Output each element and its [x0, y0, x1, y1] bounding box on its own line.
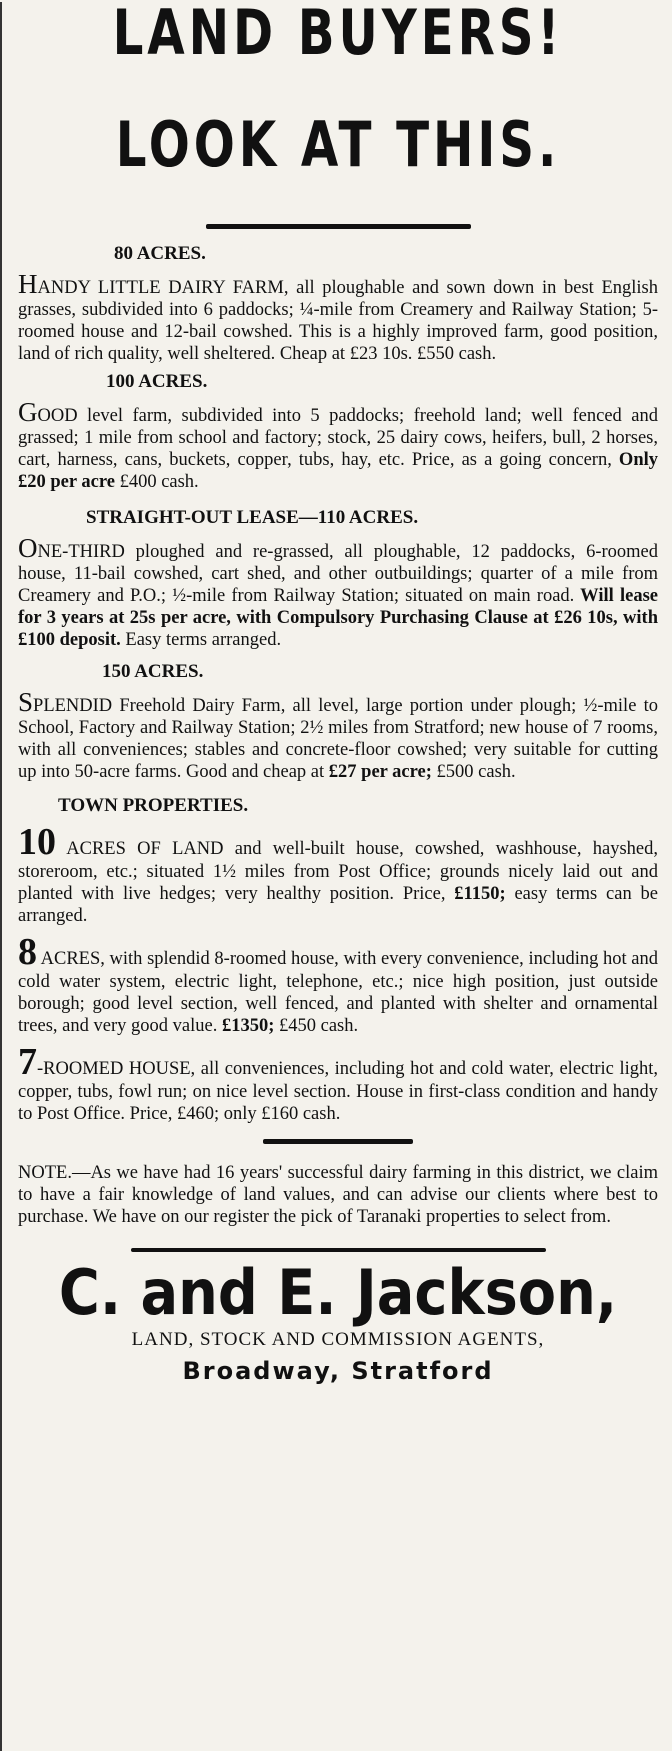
listing-heading: 150 ACRES. [102, 661, 204, 682]
drop-cap: 10 [18, 821, 56, 863]
firm-description: LAND, STOCK AND COMMISSION AGENTS, [131, 1329, 545, 1351]
advertisement [0, 2, 672, 1751]
listing-text: OOD level farm, subdivided into 5 paddocks; freehold land; well fenced and grassed; 1 mile from school and factory; stock, 25 dairy cows, heifers, bull, 2 horses, cart, harness, cans, buckets, copper, tubs, hay, etc. Price, as a going concern, [18, 406, 658, 470]
firm-address: Broadway, Stratford [182, 1357, 494, 1386]
drop-cap: O [18, 533, 38, 563]
town-price: £1150; [445, 884, 506, 904]
listing-heading: STRAIGHT-OUT LEASE—110 ACRES. [86, 507, 419, 528]
town-terms: easy terms can be arranged. [18, 884, 658, 926]
listing-text: PLENDID Freehold Dairy Farm, all level, large portion under plough; ½-mile to School, Factory and Railway Station; 2½ miles from Stratford; new house of 7 rooms, with all conveniences; stables and concrete-floor cowshed; very suitable for cutting up into 50-acre farms. Good and cheap at [18, 696, 658, 782]
listing-price: £27 per acre; [324, 762, 432, 782]
listing-text: ANDY LITTLE DAIRY FARM, all ploughable and sown down in best English grasses, subdivided into 6 paddocks; ¼-mile from Creamery and Railway Station; 5-roomed house and 12-bail cowshed. This is a highly improved farm, good position, land of rich quality, well sheltered. Cheap at £23 10s. £550 cash. [18, 278, 658, 364]
divider-rule [206, 224, 471, 229]
headline-look-at-this: LOOK AT THIS. [115, 108, 561, 181]
listing-price: Only £20 per acre [18, 450, 658, 492]
drop-cap: 8 [18, 931, 37, 973]
firm-name: C. and E. Jackson, [58, 1256, 618, 1329]
town-heading: TOWN PROPERTIES. [58, 795, 249, 816]
listing-heading: 80 ACRES. [114, 243, 206, 264]
note-paragraph: NOTE.—As we have had 16 years' successful dairy farming in this district, we claim to have a fair knowledge of land values, and can advise our clients where best to purchase. We have on our register the pick of Taranaki properties to select from. [18, 1163, 658, 1227]
town-item [18, 933, 658, 1037]
divider-rule [263, 1139, 413, 1144]
town-price: £1350; [217, 1016, 275, 1036]
drop-cap: S [18, 687, 34, 717]
listing-terms: £500 cash. [431, 762, 516, 782]
listing-heading: 100 ACRES. [106, 371, 208, 392]
listing-terms: Easy terms arranged. [120, 630, 282, 650]
headline-land-buyers: LAND BUYERS! [112, 0, 564, 69]
drop-cap: 7 [18, 1041, 37, 1083]
listing-body [18, 399, 658, 493]
town-text: -ROOMED HOUSE, all conveniences, including hot and cold water, electric light, copper, tubs, fowl run; on nice level section. House in first-class condition and handy to Post Office. Price, £460; only £160 cash. [18, 1059, 658, 1124]
town-text: ACRES OF LAND and well-built house, cowshed, washhouse, hayshed, storeroom, etc.; situated 1½ miles from Post Office; grounds nicely laid out and planted with live hedges; very healthy position. Price, [18, 839, 658, 904]
listing-body [18, 689, 658, 783]
divider-rule [131, 1248, 546, 1252]
listing-text: NE-THIRD ploughed and re-grassed, all ploughable, 12 paddocks, 6-roomed house, 11-bail cowshed, cart shed, and other outbuildings; quarter of a mile from Creamery and P.O.; ½-mile from Railway Station; situated on main road. [18, 542, 658, 606]
listing-body [18, 271, 658, 365]
town-text: ACRES, with splendid 8-roomed house, with every convenience, including hot and cold water system, electric light, telephone, etc.; nice high position, just outside borough; good level section, well fenced, and planted with shelter and ornamental trees, and very good value. [18, 949, 658, 1036]
listing-price: Will lease for 3 years at 25s per acre, with Compulsory Purchasing Clause at £26 10s, with £100 deposit. [18, 586, 658, 650]
drop-cap: H [18, 269, 38, 299]
town-item [18, 1043, 658, 1125]
town-terms: £450 cash. [274, 1016, 359, 1036]
listing-terms: £400 cash. [114, 472, 199, 492]
drop-cap: G [18, 397, 38, 427]
listing-body [18, 535, 658, 651]
town-item [18, 823, 658, 927]
